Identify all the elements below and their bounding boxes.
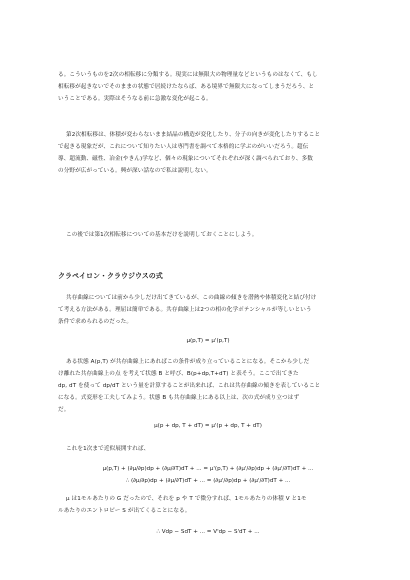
text-line: て考える方法がある。理屈は簡単である。共存曲線上は2つの相の化学ポテンシャルが等しいという [58, 307, 312, 313]
text-line: 共存曲線については前から少しだけ出てきているが、この曲線の傾きを潜熱や体積変化と結び付け [66, 295, 317, 301]
text-line: 第2次相転移は、体積が変わらないまま結晶の構造が変化したり、分子の向きが変化したりすること [66, 132, 321, 138]
equation-chemical-potential: μ(p,T) = μ'(p,T) [186, 338, 230, 344]
text-line: で起きる現象だが、これについて知りたい人は専門書を調べて本格的に学ぶのがいいだろう。超伝 [58, 144, 309, 150]
equation-line: ∴ (∂μ/∂p)dp + (∂μ/∂T)dT + ... = (∂μ'/∂p)dp + (∂μ'/∂T)dT + ... [125, 478, 291, 484]
text-line: dp, dT を使って dp/dT という量を計算することが出来れば、これは共存曲線の傾きを表していること [58, 383, 321, 389]
text-line: いうことである。実際はそうなる前に急激な変化が起こる。 [58, 96, 212, 102]
text-line: る。こういうものを2次の相転移に分類する。現実には無限大の物理量などというものはなくて、もし [58, 72, 318, 78]
equation-state-b: μ(p + dp, T + dT) = μ'(p + dp, T + dT) [154, 423, 262, 429]
text-line: μ は1モルあたりの G だったので、それを p や T で微分すれば、1モルあたりの体積 V と1モ [66, 496, 307, 502]
equation-volume-entropy: ∴ Vdp − SdT + ... = V'dp − S'dT + ... [156, 529, 260, 535]
equation-expansion [58, 463, 358, 487]
text-line: この後では第1次相転移についての基本だけを説明しておくことにしよう。 [66, 232, 258, 238]
section-heading: クラペイロン・クラウジウスの式 [58, 272, 163, 280]
paragraph-first-order-intro [58, 229, 358, 241]
text-line: 導、超流動、磁性、冶金(やきん)学など、個々の現象についてそれぞれが深く調べられており、多数 [58, 156, 313, 162]
equation-line: μ(p,T) + (∂μ/∂p)dp + (∂μ/∂T)dT + ... = μ'(p,T) + (∂μ'/∂p)dp + (∂μ'/∂T)dT + ... [102, 466, 314, 472]
text-line: け離れた共存曲線上の点 を考えて状態 B と呼び、B(p+dp,T+dT) と表そう。ここで出てきた [58, 371, 299, 377]
paragraph-expansion-intro [58, 443, 358, 455]
text-line: 条件で求められるのだった。 [58, 319, 133, 325]
paragraph-second-order-transition [58, 69, 358, 105]
text-line: だ。 [58, 407, 70, 413]
paragraph-coexistence-curve [58, 292, 358, 328]
text-line: ルあたりのエントロピー S が出てくることになる。 [58, 508, 191, 514]
text-line: 相転移が起きないでそのままの状態で居続けたならば、ある境界で無限大になってしまうだろう、と [58, 84, 315, 90]
paragraph-volume-entropy [58, 493, 358, 517]
text-line: の分野が広がっている。興が深い話なので私は説明しない。 [58, 168, 212, 174]
text-line: これを1次まで近似展開すれば、 [66, 446, 150, 452]
text-line: ある状態 A(p,T) が共存曲線上にあればこの条件が成り立っていることになる。そこから少しだ [66, 359, 310, 365]
paragraph-state-b [58, 356, 358, 416]
paragraph-second-order-examples [58, 129, 358, 177]
text-line: になる。式変形を工夫してみよう。状態 B も共存曲線上にある以上は、次の式が成り立つはず [58, 395, 300, 401]
